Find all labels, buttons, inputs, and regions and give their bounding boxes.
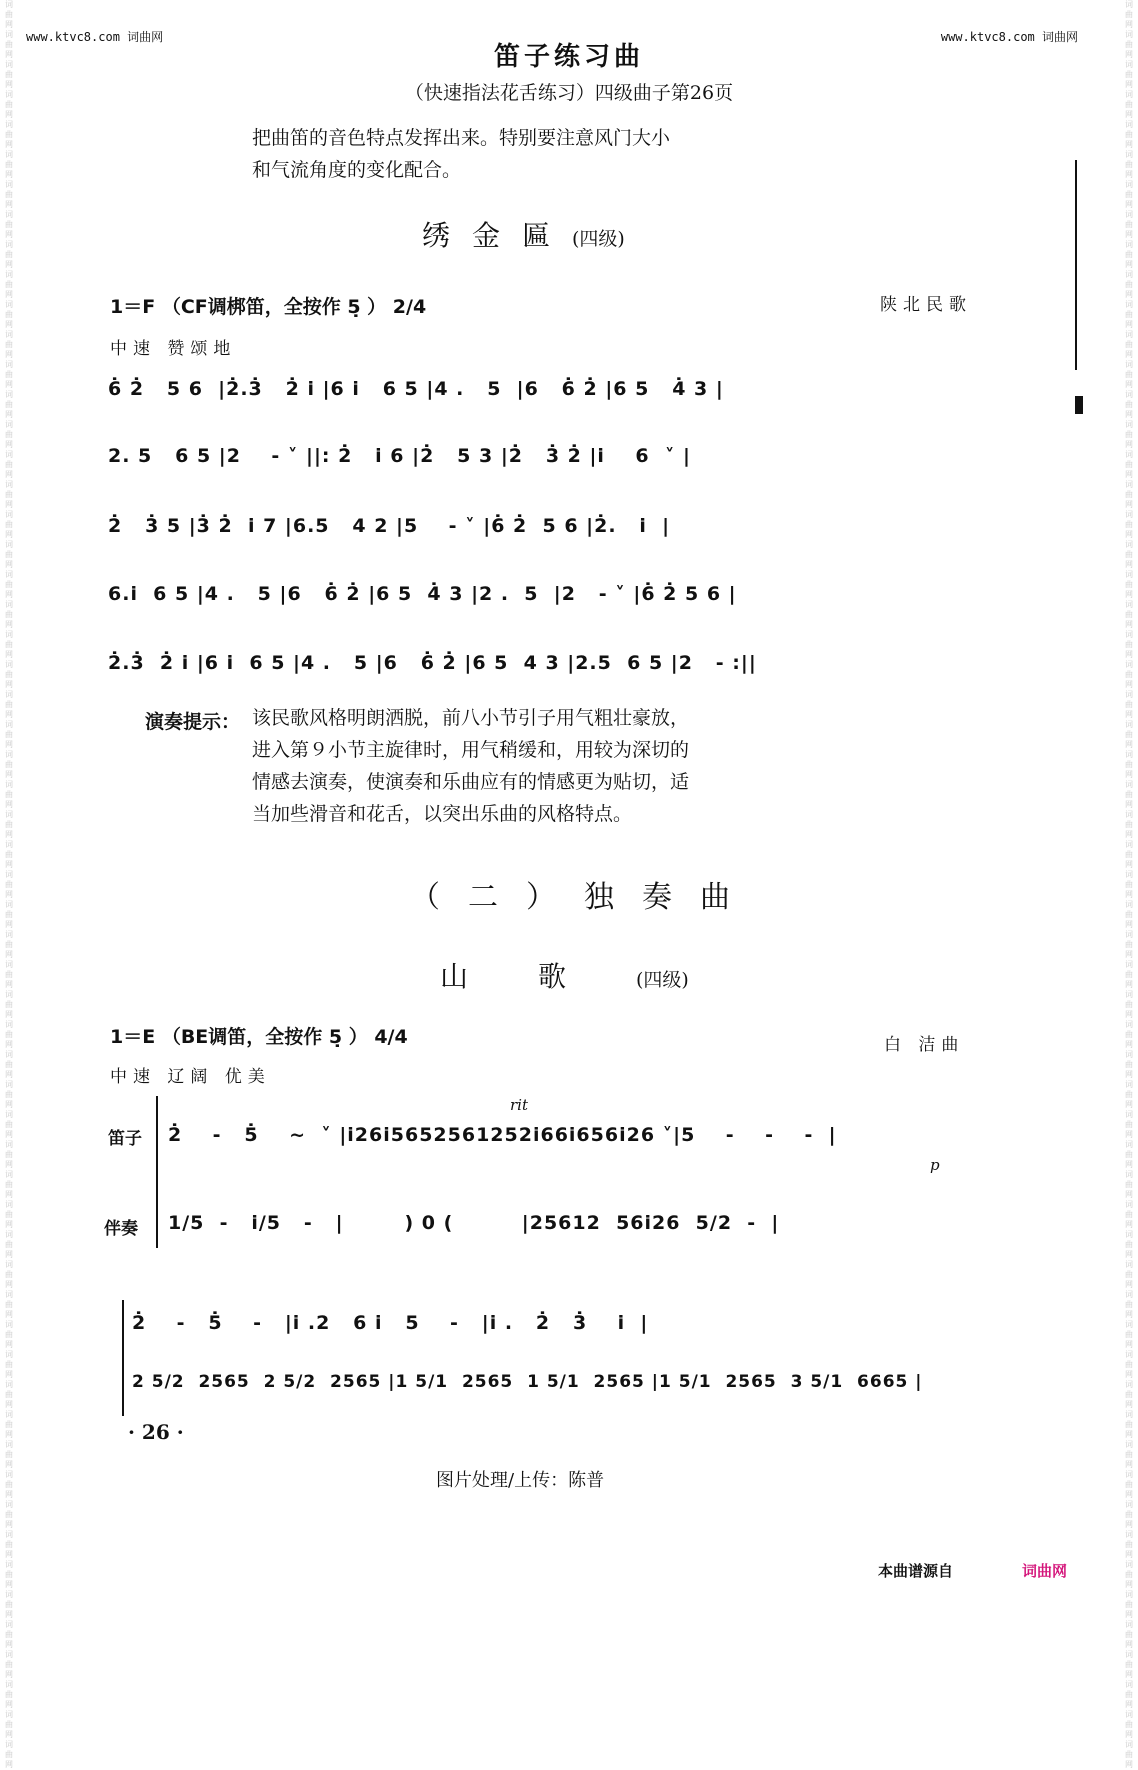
accompaniment-part-label: 伴奏 <box>104 1219 138 1239</box>
song1-score-row-2: 2. 5 6 5 |2 - ˅ ||: 2̇ i 6 |2̇ 5 3 |2̇ 3̇ 2̇ |i 6 ˅ | <box>108 445 691 467</box>
watermark-url-right[interactable]: www.ktvc8.com 词曲网 <box>940 30 1078 44</box>
song1-tips-line-1: 该民歌风格明朗洒脱，前八小节引子用气粗壮豪放， <box>252 707 690 729</box>
dynamic-piano-mark: p <box>930 1156 940 1174</box>
song1-key-signature: 1＝F （CF调梆笛，全按作 5̣ ） 2/4 <box>110 296 427 318</box>
song2-accomp-row-2: 2 5/2 2565 2 5/2 2565 |1 5/1 2565 1 5/1 2565 |1 5/1 2565 3 5/1 6665 | <box>132 1372 923 1392</box>
song1-tips-line-2: 进入第９小节主旋律时，用气稍缓和，用较为深切的 <box>252 739 690 761</box>
left-watermark-strip: 词曲网词曲网词曲网词曲网词曲网词曲网词曲网词曲网词曲网词曲网词曲网词曲网词曲网词曲网词曲网词曲网词曲网词曲网词曲网词曲网词曲网词曲网词曲网词曲网词曲网词曲网词曲网词曲网词曲网词曲网词曲网词曲网词曲网词曲网词曲网词曲网词曲网词曲网词曲网词曲网词曲网词曲网词曲网词曲网词曲网词曲网词曲网词曲网词曲网词曲网词曲网词曲网词曲网词曲网词曲网词曲网词曲网词曲网词曲网 <box>5 0 13 1769</box>
song2-composer: 白 洁曲 <box>884 1035 965 1055</box>
source-label: 本曲谱源自 <box>878 1562 954 1580</box>
upload-credit: 图片处理/上传：陈普 <box>436 1470 605 1491</box>
source-logo[interactable]: 词曲网 <box>1022 1562 1068 1580</box>
watermark-url-left[interactable]: www.ktvc8.com 词曲网 <box>26 30 164 44</box>
song1-tempo: 中速 赞颂地 <box>110 339 237 359</box>
song1-level: (四级) <box>572 228 625 250</box>
song1-score-row-3: 2̇ 3̇ 5 |3̇ 2̇ i 7 |6.5 4 2 |5 - ˅ |6̇ 2̇ 5 6 |2̇. i | <box>108 515 671 537</box>
song2-accomp-row-1: 1/5 - i/5 - | ) 0 ( |25612 56i26 5/2 - | <box>168 1212 780 1234</box>
song2-flute-row-1: 2̇ - 5̇ ~ ˅ |i26i5652561252i66i656i26 ˅|5 - - - | <box>168 1124 837 1146</box>
song1-score-row-1: 6̇ 2̇ 5 6 |2̇.3̇ 2̇ i |6 i 6 5 |4 . 5 |6 6̇ 2̇ |6 5 4̇ 3 | <box>108 378 724 400</box>
flute-part-label: 笛子 <box>108 1129 142 1149</box>
system-bracket-2 <box>122 1300 124 1416</box>
song2-title: 山歌 <box>440 960 637 993</box>
page-title: 笛子练习曲 <box>493 42 644 72</box>
page-subtitle: （快速指法花舌练习）四级曲子第26页 <box>404 82 734 104</box>
song1-title: 绣金匾 <box>422 219 573 252</box>
page-number: · 26 · <box>128 1420 184 1444</box>
song1-tips-line-3: 情感去演奏，使演奏和乐曲应有的情感更为贴切，适 <box>252 771 690 793</box>
song2-key-signature: 1＝E （BE调笛，全按作 5̣ ） 4/4 <box>110 1026 408 1048</box>
song2-flute-row-2: 2̇ - 5̇ - |i .2 6 i 5 - |i . 2̇ 3̇ i | <box>132 1312 649 1334</box>
intro-line-1: 把曲笛的音色特点发挥出来。特别要注意风门大小 <box>252 127 671 149</box>
song1-composer: 陕北民歌 <box>880 295 972 315</box>
song1-tips-label: 演奏提示： <box>145 711 241 733</box>
song2-level: (四级) <box>636 969 689 991</box>
margin-scan-line <box>1075 160 1077 370</box>
ritardando-mark: rit <box>510 1096 528 1114</box>
song1-score-row-4: 6.i 6 5 |4 . 5 |6 6̇ 2̇ |6 5 4̇ 3 |2 . 5 |2 - ˅ |6̇ 2̇ 5 6 | <box>108 583 737 605</box>
song2-title-block <box>440 955 689 995</box>
system-bracket-1 <box>156 1096 158 1248</box>
song1-score-row-5: 2̇.3̇ 2̇ i |6 i 6 5 |4 . 5 |6 6̇ 2̇ |6 5 4 3 |2.5 6 5 |2 - :|| <box>108 652 757 674</box>
intro-line-2: 和气流角度的变化配合。 <box>252 159 462 181</box>
right-watermark-strip: 词曲网词曲网词曲网词曲网词曲网词曲网词曲网词曲网词曲网词曲网词曲网词曲网词曲网词曲网词曲网词曲网词曲网词曲网词曲网词曲网词曲网词曲网词曲网词曲网词曲网词曲网词曲网词曲网词曲网词曲网词曲网词曲网词曲网词曲网词曲网词曲网词曲网词曲网词曲网词曲网词曲网词曲网词曲网词曲网词曲网词曲网词曲网词曲网词曲网词曲网词曲网词曲网词曲网词曲网词曲网词曲网词曲网词曲网词曲网 <box>1125 0 1133 1769</box>
song1-tips-line-4: 当加些滑音和花舌，以突出乐曲的风格特点。 <box>252 803 633 825</box>
section-title: （二）独奏曲 <box>410 880 758 915</box>
margin-scan-mark <box>1075 396 1083 414</box>
song1-title-block <box>422 214 625 254</box>
song2-tempo: 中速 辽阔 优美 <box>110 1067 271 1087</box>
